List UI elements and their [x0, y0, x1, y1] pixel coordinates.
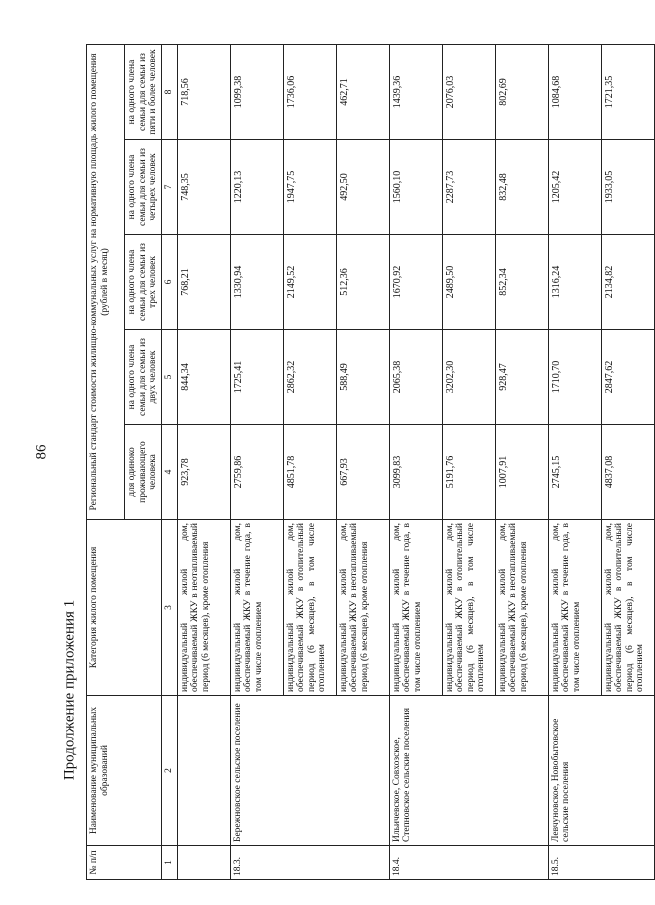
- column-index: 1: [161, 846, 177, 880]
- row-value: 802,69: [495, 44, 548, 139]
- header-standard-title: Региональный стандарт стоимости жилищно-коммунальных услуг на нормативную площадь жилого помещения: [89, 53, 99, 511]
- column-index: 8: [161, 44, 177, 139]
- rotated-table-container: [86, 45, 646, 880]
- row-number: 18.3.: [230, 846, 389, 880]
- row-municipality: Левчуновское, Новобытовское сельские поселения: [548, 696, 654, 846]
- row-category: индивидуальный жилой дом, обеспечиваемый ЖКУ в неотапливаемый период (6 месяцев), кроме отопления: [495, 520, 548, 696]
- row-value: 1205,42: [548, 140, 601, 235]
- column-index: 6: [161, 235, 177, 330]
- header-sub-4: на одного члена семьи для семьи из четырех человек: [125, 140, 162, 235]
- row-value: 748,35: [177, 140, 230, 235]
- row-value: 2076,03: [442, 44, 495, 139]
- row-value: 832,48: [495, 140, 548, 235]
- table-row: [177, 44, 230, 879]
- row-value: 2759,86: [230, 425, 283, 520]
- row-number: 18.4.: [389, 846, 548, 880]
- row-value: 1933,05: [601, 140, 654, 235]
- row-municipality: Бережновское сельское поселение: [230, 696, 389, 846]
- row-value: 2847,62: [601, 330, 654, 425]
- table-row: [389, 44, 442, 879]
- header-sub-1: для одиноко проживающего человека: [125, 425, 162, 520]
- row-category: индивидуальный жилой дом, обеспечиваемый ЖКУ в неотапливаемый период (6 месяцев), кроме отопления: [336, 520, 389, 696]
- row-value: 2065,38: [389, 330, 442, 425]
- row-value: 3099,83: [389, 425, 442, 520]
- appendix-note: Продолжение приложения 1: [61, 599, 78, 781]
- row-value: 1947,75: [283, 140, 336, 235]
- column-index: 4: [161, 425, 177, 520]
- row-category: индивидуальный жилой дом, обеспечиваемый ЖКУ в неотапливаемый период (6 месяцев), кроме отопления: [177, 520, 230, 696]
- row-value: 1670,92: [389, 235, 442, 330]
- column-index: 3: [161, 520, 177, 696]
- row-value: 1439,36: [389, 44, 442, 139]
- row-value: 852,34: [495, 235, 548, 330]
- row-value: 2745,15: [548, 425, 601, 520]
- row-value: 923,78: [177, 425, 230, 520]
- row-category: индивидуальный жилой дом, обеспечиваемый ЖКУ в течение года, в том числе отоплением: [230, 520, 283, 696]
- row-value: 1710,70: [548, 330, 601, 425]
- header-standard: [87, 44, 125, 519]
- row-value: 2287,73: [442, 140, 495, 235]
- header-category: Категория жилого помещения: [87, 520, 162, 696]
- column-index: 7: [161, 140, 177, 235]
- row-value: 1560,10: [389, 140, 442, 235]
- row-category: индивидуальный жилой дом, обеспечиваемый ЖКУ в отопительный период (6 месяцев), в том числе отоплением: [442, 520, 495, 696]
- row-value: 1721,35: [601, 44, 654, 139]
- row-value: 1736,06: [283, 44, 336, 139]
- row-value: 3202,30: [442, 330, 495, 425]
- row-value: 462,71: [336, 44, 389, 139]
- row-value: 2862,32: [283, 330, 336, 425]
- header-sub-3: на одного члена семьи для семьи из трех человек: [125, 235, 162, 330]
- row-value: 512,36: [336, 235, 389, 330]
- row-number: 18.5.: [548, 846, 654, 880]
- row-value: 588,49: [336, 330, 389, 425]
- table-row: [548, 44, 601, 879]
- row-value: 844,34: [177, 330, 230, 425]
- row-value: 2149,52: [283, 235, 336, 330]
- standards-table: [86, 44, 655, 880]
- column-index: 5: [161, 330, 177, 425]
- row-value: 2134,82: [601, 235, 654, 330]
- row-value: 667,93: [336, 425, 389, 520]
- row-category: индивидуальный жилой дом, обеспечиваемый ЖКУ в течение года, в том числе отоплением: [389, 520, 442, 696]
- row-municipality: [177, 696, 230, 846]
- row-number: [177, 846, 230, 880]
- row-category: индивидуальный жилой дом, обеспечиваемый ЖКУ в течение года, в том числе отоплением: [548, 520, 601, 696]
- row-value: 4851,78: [283, 425, 336, 520]
- header-units: (рублей в месяц): [99, 248, 110, 316]
- header-sub-2: на одного члена семьи для семьи из двух человек: [125, 330, 162, 425]
- row-value: 4837,08: [601, 425, 654, 520]
- row-category: индивидуальный жилой дом, обеспечиваемый ЖКУ в отопительный период (6 месяцев), в том числе отоплением: [601, 520, 654, 696]
- header-municipality: Наименование муниципальных образований: [87, 696, 162, 846]
- table-header: [87, 44, 178, 879]
- row-value: 1316,24: [548, 235, 601, 330]
- row-value: 718,56: [177, 44, 230, 139]
- page-number: 86: [33, 444, 50, 460]
- row-value: 1007,91: [495, 425, 548, 520]
- row-value: 1220,13: [230, 140, 283, 235]
- row-value: 1099,38: [230, 44, 283, 139]
- table-body: [177, 44, 654, 879]
- table-row: [230, 44, 283, 879]
- row-municipality: Ильичевское, Совхозское, Степновское сельские поселения: [389, 696, 548, 846]
- row-value: 2489,50: [442, 235, 495, 330]
- row-value: 1330,94: [230, 235, 283, 330]
- column-index-row: [161, 44, 177, 879]
- row-value: 768,21: [177, 235, 230, 330]
- row-value: 1084,68: [548, 44, 601, 139]
- row-value: 1725,41: [230, 330, 283, 425]
- row-value: 5191,76: [442, 425, 495, 520]
- row-value: 928,47: [495, 330, 548, 425]
- header-number: № п/п: [87, 846, 162, 880]
- row-value: 492,50: [336, 140, 389, 235]
- header-sub-5: на одного члена семьи для семьи из пяти и более человек: [125, 44, 162, 139]
- column-index: 2: [161, 696, 177, 846]
- row-category: индивидуальный жилой дом, обеспечиваемый ЖКУ в отопительный период (6 месяцев), в том числе отоплением: [283, 520, 336, 696]
